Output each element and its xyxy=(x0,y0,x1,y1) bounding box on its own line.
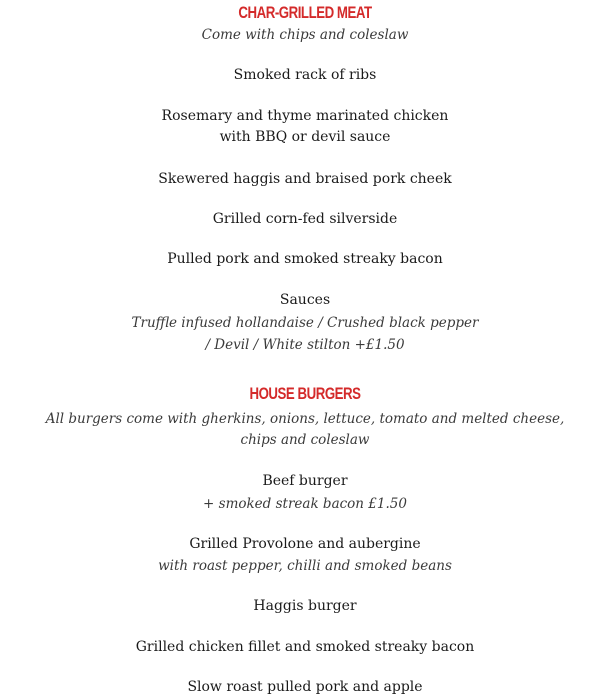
menu-item-name: Beef burger xyxy=(262,473,348,489)
menu-item-name: Smoked rack of ribs xyxy=(233,67,377,83)
menu-item-name: Sauces xyxy=(279,292,331,308)
section-heading-house-burgers: HOUSE BURGERS xyxy=(249,384,361,403)
section-subtitle: Come with chips and coleslaw xyxy=(201,27,409,43)
menu-item-desc: with roast pepper, chilli and smoked beans xyxy=(158,558,452,574)
menu-item-name: Grilled chicken fillet and smoked streaky bacon xyxy=(135,639,475,655)
menu-item-name: Pulled pork and smoked streaky bacon xyxy=(167,251,443,267)
menu-item-name: with BBQ or devil sauce xyxy=(219,129,391,145)
menu-item-desc: Truffle infused hollandaise / Crushed black pepper xyxy=(131,315,479,331)
menu-item-name: Grilled Provolone and aubergine xyxy=(189,536,421,552)
section-heading-char-grilled: CHAR-GRILLED MEAT xyxy=(238,3,372,22)
menu-item-name: Skewered haggis and braised pork cheek xyxy=(158,171,452,187)
menu-item-name: Slow roast pulled pork and apple xyxy=(187,679,423,695)
menu-item-desc: + smoked streak bacon £1.50 xyxy=(203,496,407,512)
menu-item-name: Rosemary and thyme marinated chicken xyxy=(161,108,449,124)
menu-item-name: Haggis burger xyxy=(253,598,357,614)
section-subtitle: chips and coleslaw xyxy=(240,432,370,448)
menu-item-name: Grilled corn-fed silverside xyxy=(212,211,398,227)
menu-item-desc: / Devil / White stilton +£1.50 xyxy=(205,337,405,353)
section-subtitle: All burgers come with gherkins, onions, lettuce, tomato and melted cheese, xyxy=(45,411,565,427)
